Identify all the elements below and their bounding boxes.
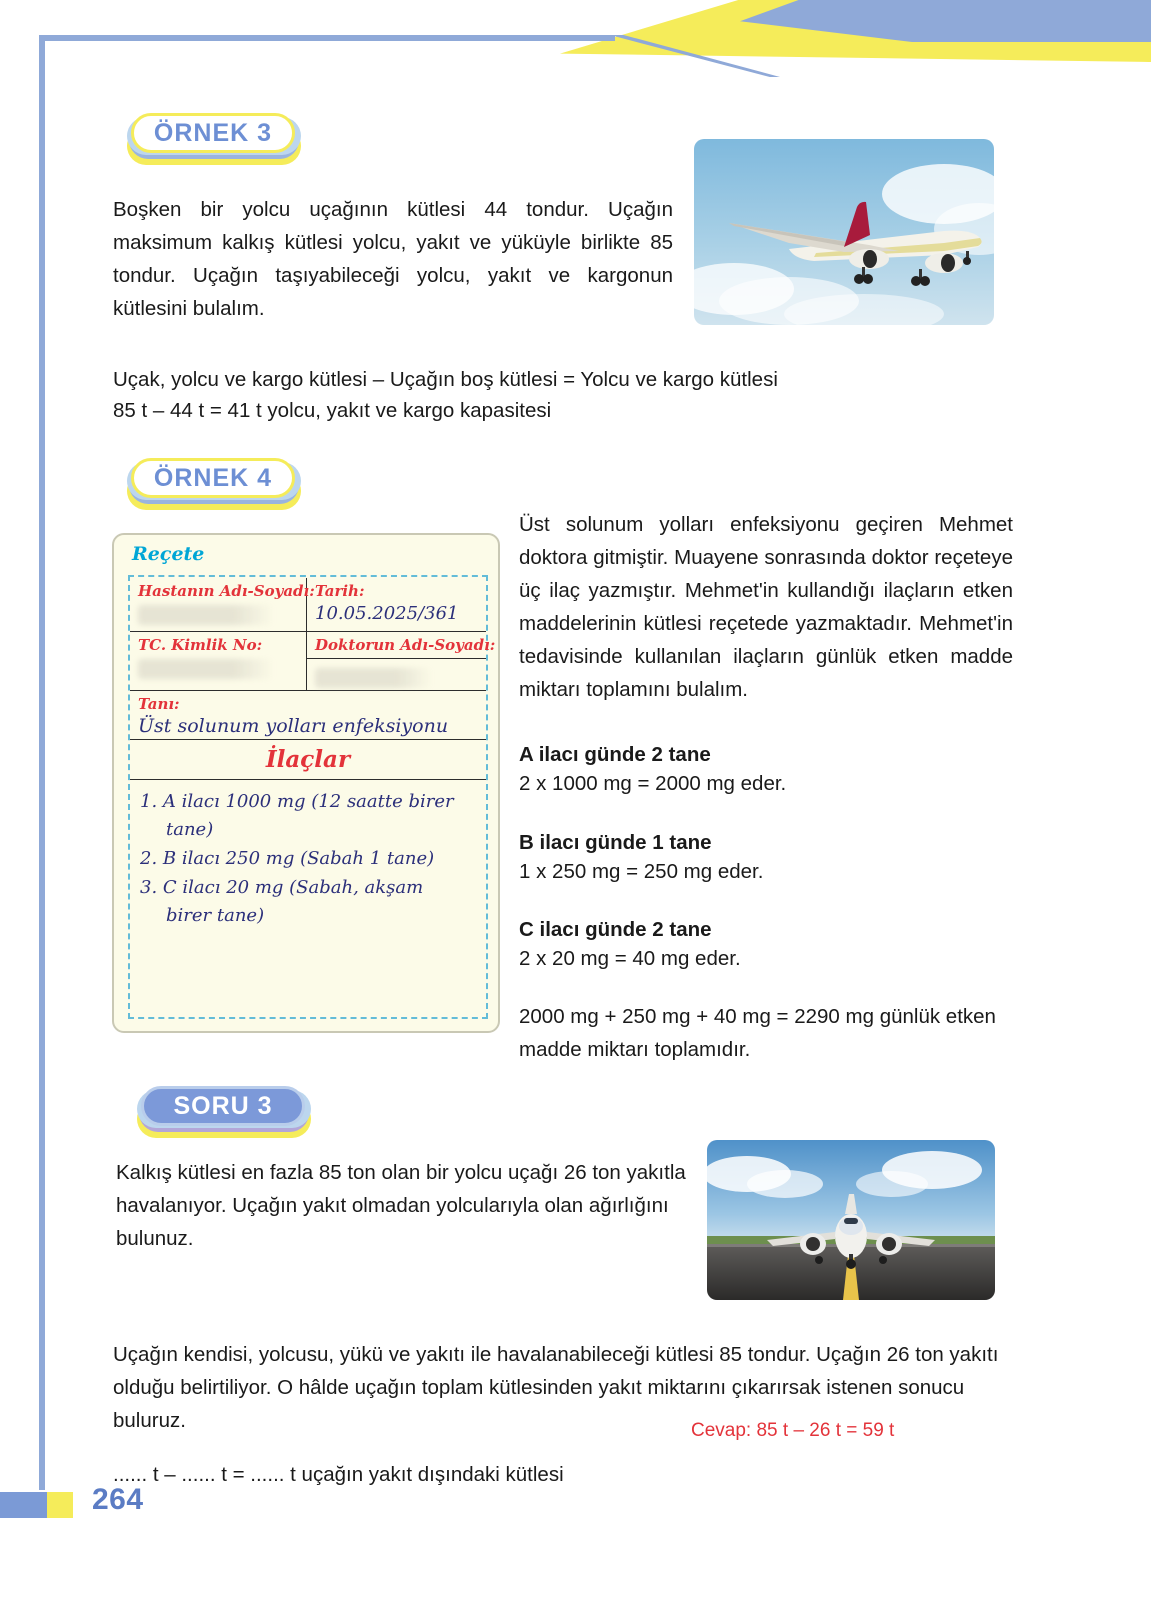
prescription-table xyxy=(130,578,496,931)
example4-step-b-heading: B ilacı günde 1 tane xyxy=(519,831,712,854)
prescription-med-item xyxy=(140,788,476,844)
airplane-on-runway-photo xyxy=(707,1140,995,1300)
example4-step-b-calc: 1 x 250 mg = 250 mg eder. xyxy=(519,860,764,883)
example3-solution-line1: Uçak, yolcu ve kargo kütlesi – Uçağın boş kütlesi = Yolcu ve kargo kütlesi xyxy=(113,368,778,391)
prescription-tc-value-redacted xyxy=(138,659,274,679)
prescription-date-value: 10.05.2025/361 xyxy=(315,603,459,624)
prescription-med-item xyxy=(140,874,476,930)
prescription-date-label: Tarih: xyxy=(315,582,365,600)
prescription-row-tc-doctor xyxy=(130,632,496,691)
badge-ornek-4 xyxy=(125,458,303,504)
page-number: 264 xyxy=(92,1483,144,1516)
frame-left-rule xyxy=(39,35,45,1490)
prescription-title: Reçete xyxy=(132,543,205,565)
prescription-card xyxy=(112,533,500,1033)
prescription-med-number: 1. xyxy=(140,791,158,812)
frame-top-rule xyxy=(39,35,615,41)
prescription-doctor-cell xyxy=(307,632,496,690)
badge-pill xyxy=(131,458,295,498)
badge-label: ÖRNEK 4 xyxy=(153,463,273,492)
footer-yellow-bar xyxy=(47,1492,73,1518)
prescription-diagnosis-value: Üst solunum yolları enfeksiyonu xyxy=(138,715,449,737)
prescription-med-number: 3. xyxy=(140,877,158,898)
badge-pill xyxy=(131,113,295,153)
badge-label: ÖRNEK 3 xyxy=(153,118,273,147)
soru3-blank-line: ...... t – ...... t = ...... t uçağın yakıt dışındaki kütlesi xyxy=(113,1463,564,1486)
badge-label: SORU 3 xyxy=(173,1091,273,1120)
example4-total: 2000 mg + 250 mg + 40 mg = 2290 mg günlük etken madde miktarı toplamıdır. xyxy=(519,1005,996,1061)
example4-step-c-calc: 2 x 20 mg = 40 mg eder. xyxy=(519,947,741,970)
prescription-med-text: C ilacı 20 mg (Sabah, akşam xyxy=(162,877,424,898)
example4-step-c-heading: C ilacı günde 2 tane xyxy=(519,918,712,941)
airplane-in-flight-photo xyxy=(694,139,994,325)
prescription-med-text-cont: birer tane) xyxy=(166,905,265,926)
prescription-doctor-label: Doktorun Adı-Soyadı: xyxy=(315,636,496,654)
badge-soru-3 xyxy=(135,1086,313,1132)
prescription-med-text-cont: tane) xyxy=(166,819,214,840)
footer-blue-bar xyxy=(0,1492,47,1518)
badge-pill xyxy=(141,1086,305,1126)
prescription-med-text: B ilacı 250 mg (Sabah 1 tane) xyxy=(162,848,435,869)
example4-step-a-heading: A ilacı günde 2 tane xyxy=(519,743,711,766)
prescription-med-item xyxy=(140,845,476,873)
example4-step-a-calc: 2 x 1000 mg = 2000 mg eder. xyxy=(519,772,787,795)
prescription-meds-heading: İlaçlar xyxy=(130,740,486,780)
soru3-explanation: Uçağın kendisi, yolcusu, yükü ve yakıtı ile havalanabileceği kütlesi 85 tondur. Uçağın 26 ton yakıtı olduğu belirtiliyor. O hâlde uçağın toplam kütlesinden yakıt miktarını çıkarırsak istenen sonucu buluruz. xyxy=(113,1343,999,1432)
example3-solution-line2: 85 t – 44 t = 41 t yolcu, yakıt ve kargo kapasitesi xyxy=(113,399,552,422)
prescription-diagnosis-label: Tanı: xyxy=(138,695,180,713)
prescription-patient-value-redacted xyxy=(138,605,274,625)
prescription-tc-label: TC. Kimlik No: xyxy=(138,636,263,654)
prescription-tc-cell xyxy=(130,632,307,690)
prescription-med-number: 2. xyxy=(140,848,158,869)
example4-question: Üst solunum yolları enfeksiyonu geçiren Mehmet doktora gitmiştir. Muayene sonrasında doktor reçeteye üç ilaç yazmıştır. Mehmet'in kullandığı ilaçların etken maddelerinin kütlesi reçetede yazmaktadır. Mehmet'in tedavisinde kullanılan ilaçların günlük etken madde miktarı toplamını bulalım. xyxy=(519,513,1013,701)
example3-question: Boşken bir yolcu uçağının kütlesi 44 tondur. Uçağın maksimum kalkış kütlesi yolcu, yakıt ve yüküyle birlikte 85 tondur. Uçağın taşıyabileceği yolcu, yakıt ve kargonun kütlesini bulalım. xyxy=(113,198,673,320)
soru3-answer: Cevap: 85 t – 26 t = 59 t xyxy=(691,1420,895,1441)
prescription-doctor-value-redacted xyxy=(315,668,432,688)
prescription-patient-cell xyxy=(130,578,315,631)
prescription-patient-label: Hastanın Adı-Soyadı: xyxy=(138,582,315,600)
prescription-meds-list xyxy=(130,780,486,930)
badge-ornek-3 xyxy=(125,113,303,159)
prescription-row-name-date xyxy=(130,578,486,632)
prescription-diagnosis-row xyxy=(130,691,486,740)
prescription-med-text: A ilacı 1000 mg (12 saatte birer xyxy=(162,791,454,812)
soru3-question: Kalkış kütlesi en fazla 85 ton olan bir yolcu uçağı 26 ton yakıtla havalanıyor. Uçağın yakıt olmadan yolcularıyla olan ağırlığını bulunuz. xyxy=(116,1161,686,1250)
prescription-date-cell xyxy=(307,578,486,631)
